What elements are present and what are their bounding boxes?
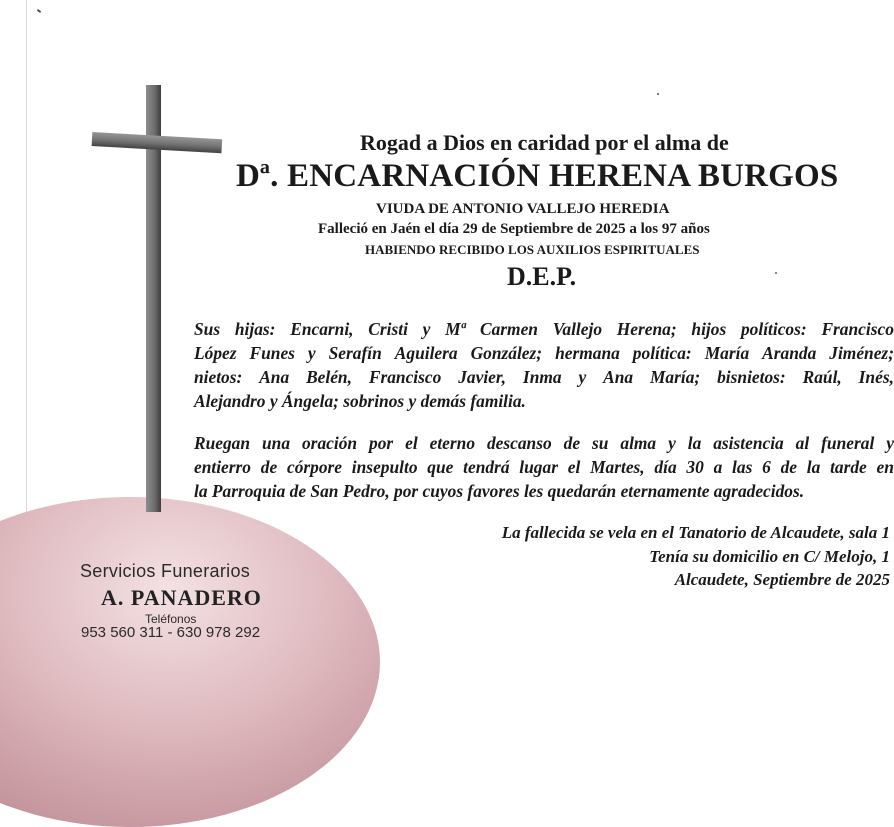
word: una xyxy=(262,433,291,453)
request-line-3: la Parroquia de San Pedro, por cuyos favores les quedarán eternamente agradecidos. xyxy=(194,481,805,501)
place-date: Alcaudete, Septiembre de 2025 xyxy=(674,570,890,589)
word: el xyxy=(405,433,418,453)
speck xyxy=(775,272,777,274)
word: Inma xyxy=(522,367,562,387)
word: Carmen xyxy=(480,319,538,339)
funeral-home-brand: A. PANADERO xyxy=(101,585,262,610)
word: Vallejo xyxy=(552,319,603,339)
word: la xyxy=(687,433,702,453)
word: Francisco xyxy=(821,319,894,339)
word: Jiménez; xyxy=(829,343,894,363)
word: la xyxy=(806,457,821,477)
word: y xyxy=(578,367,587,387)
word: en xyxy=(876,457,894,477)
word: tarde xyxy=(830,457,867,477)
word: tendrá xyxy=(463,457,510,477)
word: córpore xyxy=(286,457,343,477)
word: María xyxy=(704,343,750,363)
word: Ana xyxy=(603,367,634,387)
word: González; xyxy=(470,343,543,363)
word: 6 xyxy=(762,457,771,477)
family-line-1 xyxy=(194,317,894,341)
word: por xyxy=(369,433,394,453)
word: oración xyxy=(301,433,358,453)
request-line-2 xyxy=(194,455,894,479)
family-line-2 xyxy=(194,341,894,365)
word: Francisco xyxy=(368,367,442,387)
death-details: Falleció en Jaén el día 29 de Septiembre de 2025 a los 97 años xyxy=(318,221,710,237)
word: políticos: xyxy=(740,319,807,339)
word: a xyxy=(713,457,723,477)
word: Mª xyxy=(445,319,466,339)
word: día xyxy=(654,457,677,477)
word: Ana xyxy=(259,367,290,387)
word: Funes xyxy=(249,343,295,363)
word: Herena; xyxy=(616,319,677,339)
phone-numbers: 953 560 311 - 630 978 292 xyxy=(81,624,261,641)
word: Inés, xyxy=(858,367,894,387)
word: de xyxy=(563,433,581,453)
word: y xyxy=(668,433,676,453)
word: nietos: xyxy=(194,367,243,387)
deceased-name: Dª. ENCARNACIÓN HERENA BURGOS xyxy=(236,158,839,194)
word: asistencia xyxy=(713,433,784,453)
word: y xyxy=(886,433,894,453)
family-line-3 xyxy=(194,365,894,389)
word: María; xyxy=(649,367,701,387)
word: al xyxy=(795,433,810,453)
word: su xyxy=(591,433,609,453)
word: alma xyxy=(620,433,657,453)
word: insepulto xyxy=(351,457,418,477)
word: descanso xyxy=(486,433,552,453)
word: Belén, xyxy=(306,367,352,387)
word: Serafín xyxy=(328,343,382,363)
word: hijas: xyxy=(234,319,276,339)
funeral-home-background xyxy=(0,497,380,827)
word: y xyxy=(307,343,316,363)
word: Aranda xyxy=(762,343,817,363)
intro-line: Rogad a Dios en caridad por el alma de xyxy=(360,130,729,155)
word: de xyxy=(260,457,278,477)
family-paragraph xyxy=(194,317,894,413)
word: y xyxy=(422,319,431,339)
word: entierro xyxy=(194,457,252,477)
word: el xyxy=(567,457,581,477)
word: Sus xyxy=(194,319,221,339)
speck xyxy=(657,93,659,95)
word: hijos xyxy=(691,319,727,339)
word: política: xyxy=(632,343,692,363)
home-address: Tenía su domicilio en C/ Melojo, 1 xyxy=(649,547,890,566)
word: 30 xyxy=(686,457,704,477)
word: que xyxy=(427,457,454,477)
word: lugar xyxy=(519,457,558,477)
word: funeral xyxy=(821,433,875,453)
word: Raúl, xyxy=(802,367,842,387)
word: López xyxy=(194,343,237,363)
word: eterno xyxy=(429,433,476,453)
widow-line: VIUDA DE ANTONIO VALLEJO HEREDIA xyxy=(376,201,670,217)
word: Martes, xyxy=(590,457,645,477)
word: las xyxy=(732,457,753,477)
request-line-1 xyxy=(194,431,894,455)
word: Javier, xyxy=(458,367,507,387)
word: de xyxy=(780,457,797,477)
auxilios-line: HABIENDO RECIBIDO LOS AUXILIOS ESPIRITUALES xyxy=(365,242,700,257)
phone-label: Teléfonos xyxy=(145,612,197,626)
dep-line: D.E.P. xyxy=(507,262,577,291)
word: bisnietos: xyxy=(717,367,786,387)
word: hermana xyxy=(555,343,620,363)
word: Ruegan xyxy=(194,433,251,453)
wake-location: La fallecida se vela en el Tanatorio de Alcaudete, sala 1 xyxy=(501,523,890,542)
word: Encarni, xyxy=(290,319,354,339)
request-paragraph xyxy=(194,431,894,503)
word: Aguilera xyxy=(394,343,458,363)
family-line-4: Alejandro y Ángela; sobrinos y demás familia. xyxy=(194,391,526,411)
speck xyxy=(37,9,41,13)
funeral-home-title: Servicios Funerarios xyxy=(80,561,251,581)
word: Cristi xyxy=(368,319,408,339)
